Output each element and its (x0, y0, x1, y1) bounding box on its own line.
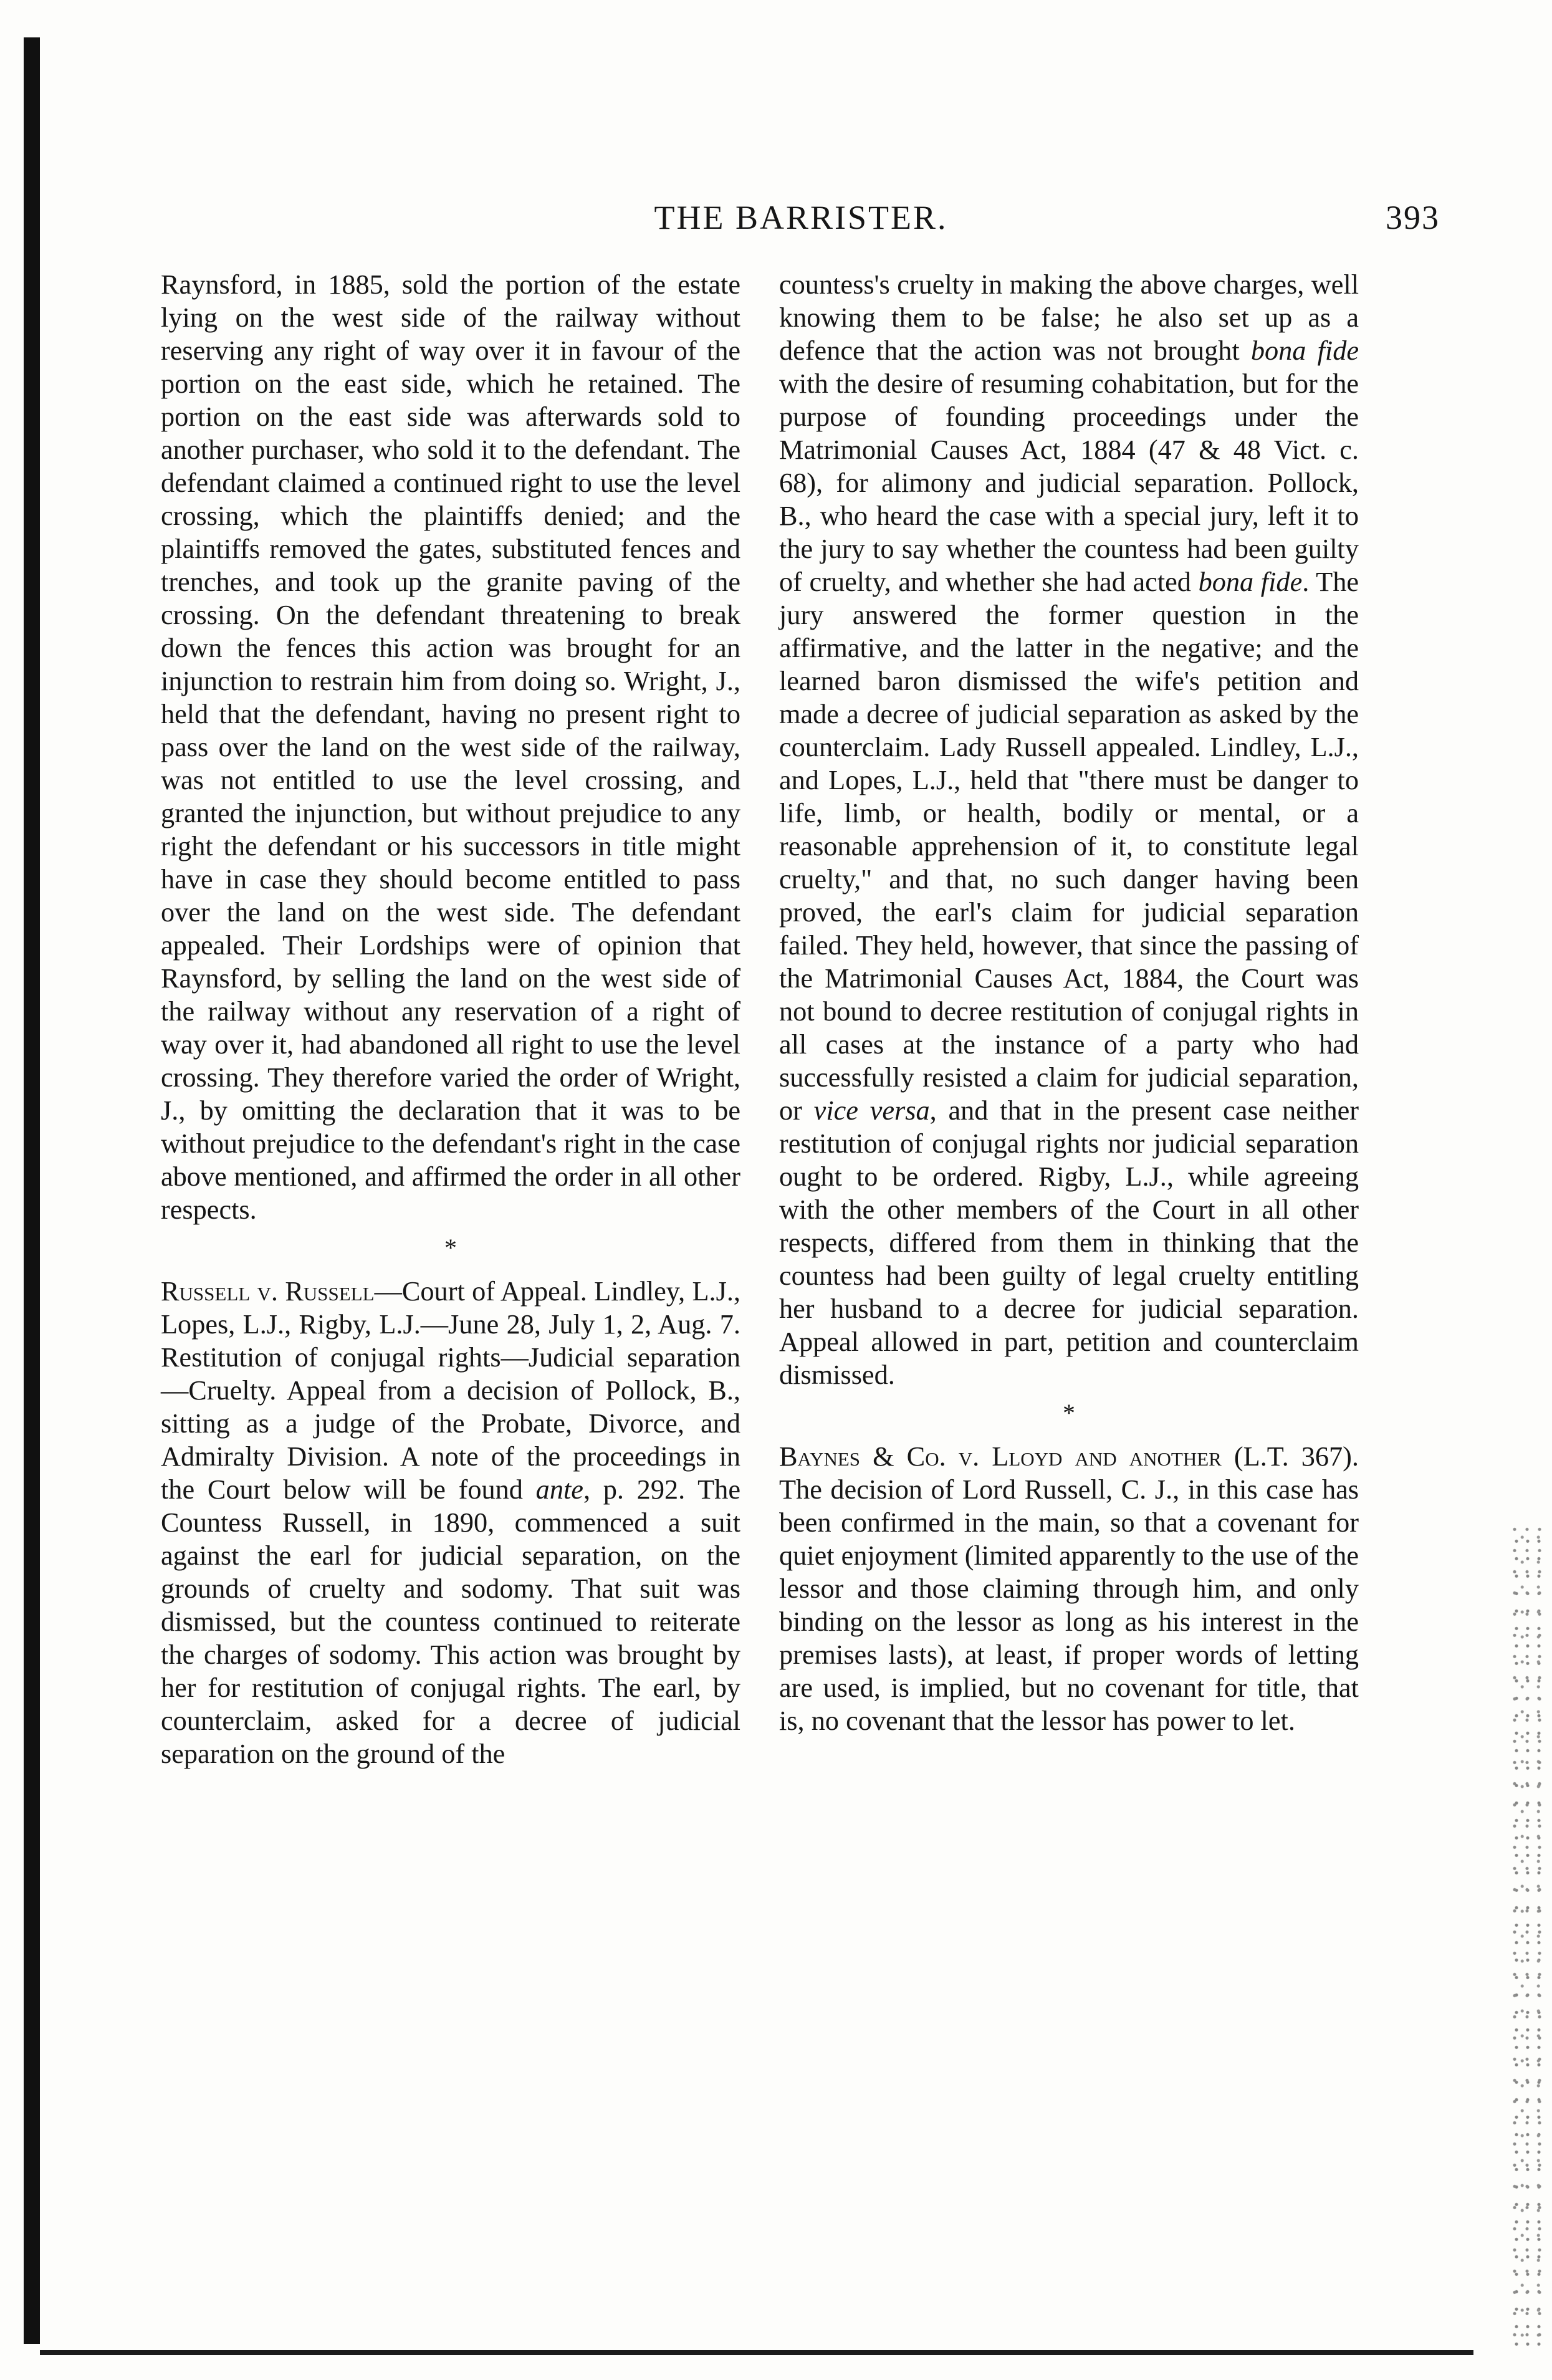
section-separator: * (1063, 1399, 1075, 1427)
text-run: , and that in the present case neither restitution of conjugal rights nor judicial separation ought to be ordered. Rigby, L.J., while agreeing with the other members of the Court in all other respects, differed from them in thinking that the countess had been guilty of legal cruelty entitling her husband to a decree for judicial separation. Appeal allowed in part, petition and counterclaim dismissed. (779, 1095, 1359, 1390)
binding-edge (24, 37, 40, 2344)
left-paragraph-2 (161, 1275, 740, 1770)
left-column (161, 268, 740, 1770)
italic-run: bona fide (1198, 567, 1303, 597)
section-separator: * (444, 1234, 457, 1262)
text-run: countess's cruelty in making the above charges, well knowing them to be false; he also set up as a defence that the action was not brought (779, 269, 1359, 366)
case-text-rest: , p. 292. The Countess Russell, in 1890, commenced a suit against the earl for judicial separation, on the grounds of cruelty and sodomy. That suit was dismissed, but the countess continued to reiterate the charges of sodomy. This action was brought by her for restitution of conjugal rights. The earl, by counterclaim, asked for a decree of judicial separation on the ground of the (161, 1474, 740, 1769)
case-text: —Court of Appeal. Lindley, L.J., Lopes, L.J., Rigby, L.J.—June 28, July 1, 2, Aug. 7. Restitution of conjugal rights—Judicial separation—Cruelty. Appeal from a decision of Pollock, B., sitting as a judge of the Probate, Divorce, and Admiralty Division. A note of the proceedings in the Court below will be found (161, 1276, 740, 1505)
case-text: (L.T. 367). The decision of Lord Russell, C. J., in this case has been confirmed in the main, so that a covenant for quiet enjoyment (limited apparently to the use of the lessor and those claiming through him, and only binding on the lessor as long as his interest in the premises lasts), at least, if proper words of letting are used, is implied, but no covenant for title, that is, no covenant that the lessor has power to let. (779, 1441, 1359, 1736)
case-title: Baynes & Co. v. Lloyd and another (779, 1441, 1222, 1472)
right-paragraph-2 (779, 1440, 1359, 1737)
text-run: . The jury answered the former question in the affirmative, and the latter in the negative; and the learned baron dismissed the wife's petition and made a decree of judicial separation as asked by the counterclaim. Lady Russell appealed. Lindley, L.J., and Lopes, L.J., held that "there must be danger to life, limb, or health, bodily or mental, or a reasonable apprehension of it, to constitute legal cruelty," and that, no such danger having been proved, the earl's claim for judicial separation failed. They held, however, that since the passing of the Matrimonial Causes Act, 1884, the Court was not bound to decree restitution of conjugal rights in all cases at the instance of a party who had successfully resisted a claim for judicial separation, or (779, 567, 1359, 1126)
text-run: with the desire of resuming cohabitation, but for the purpose of founding proceedings under the Matrimonial Causes Act, 1884 (47 & 48 Vict. c. 68), for alimony and judicial separation. Pollock, B., who heard the case with a special jury, left it to the jury to say whether the countess had been guilty of cruelty, and whether she had acted (779, 368, 1359, 597)
case-title: Russell v. Russell (161, 1276, 375, 1307)
scan-speckle (1511, 1527, 1548, 2350)
case-italic: ante (535, 1474, 583, 1505)
left-paragraph-1: Raynsford, in 1885, sold the portion of the estate lying on the west side of the railway without reserving any right of way over it in favour of the portion on the east side, which he retained. The portion on the east side was afterwards sold to another purchaser, who sold it to the defendant. The defendant claimed a continued right to use the level crossing, which the plaintiffs denied; and the plaintiffs removed the gates, substituted fences and trenches, and took up the granite paving of the crossing. On the defendant threatening to break down the fences this action was brought for an injunction to restrain him from doing so. Wright, J., held that the defendant, having no present right to pass over the land on the west side of the railway, was not entitled to use the level crossing, and granted the injunction, but without prejudice to any right the defendant or his successors in title might have in case they should become entitled to pass over the land on the west side. The defendant appealed. Their Lordships were of opinion that Raynsford, by selling the land on the west side of the railway without any reservation of a right of way over it, had abandoned all right to use the level crossing. They therefore varied the order of Wright, J., by omitting the declaration that it was to be without prejudice to the defendant's right in the case above mentioned, and affirmed the order in all other respects. (161, 269, 740, 1225)
italic-run: vice versa (813, 1095, 930, 1126)
page-number: 393 (1386, 199, 1440, 236)
running-head (162, 198, 1440, 248)
right-paragraph-1 (779, 268, 1359, 1391)
bottom-rule (40, 2350, 1473, 2355)
running-title: THE BARRISTER. (654, 199, 948, 236)
right-column (779, 268, 1359, 1737)
italic-run: bona fide (1250, 335, 1359, 366)
